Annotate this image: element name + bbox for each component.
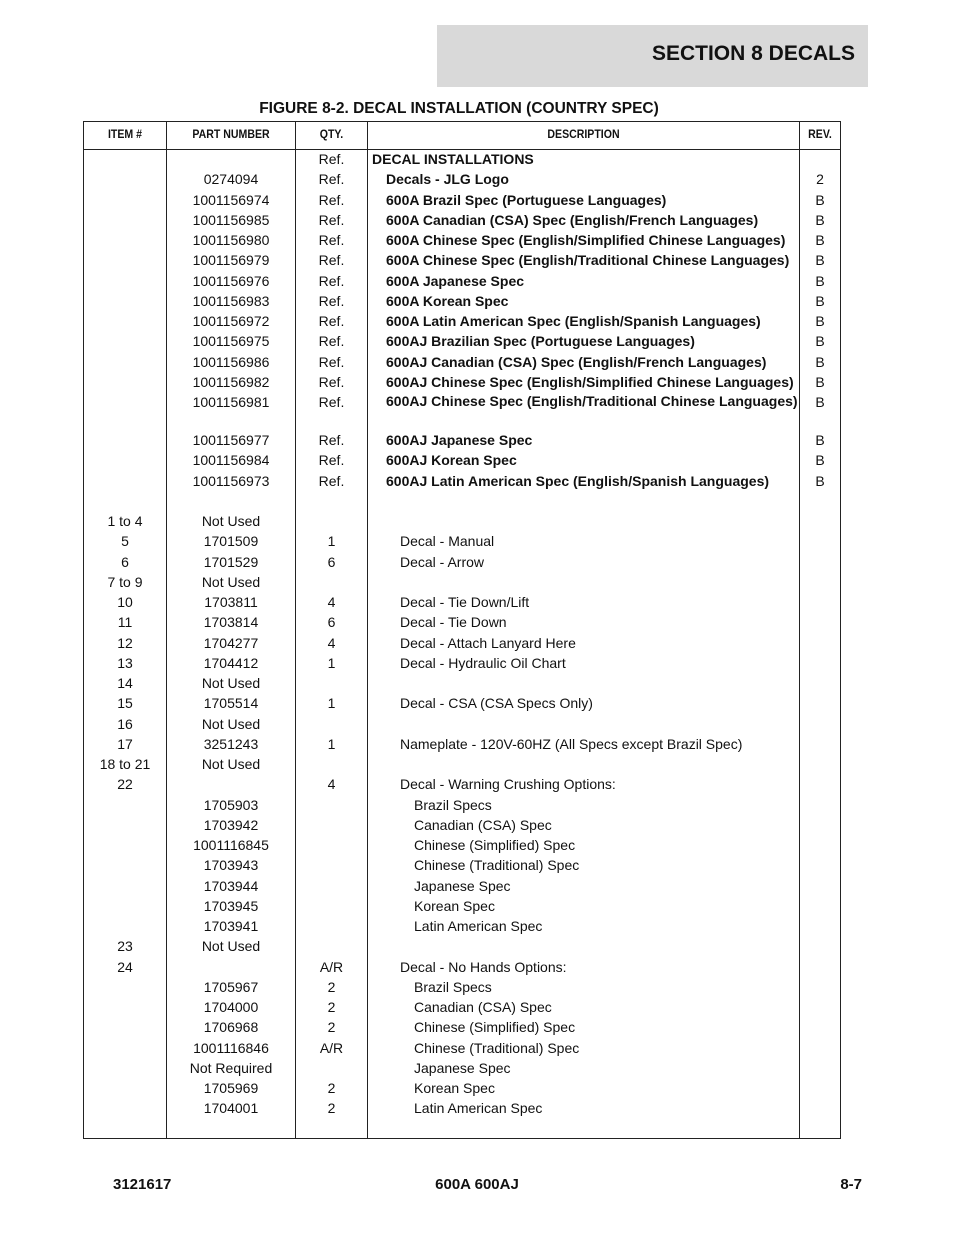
description-cell: Decal - Manual — [400, 533, 495, 550]
table-row — [84, 552, 840, 572]
qty-cell: 1 — [327, 695, 336, 712]
table-row — [84, 673, 840, 693]
table-row — [84, 190, 840, 210]
description-cell: Brazil Specs — [414, 796, 492, 813]
part-number-cell: 1001116845 — [193, 837, 269, 853]
table-row — [84, 612, 840, 632]
part-number-cell: 1705514 — [203, 695, 259, 712]
part-number-cell: 1704001 — [203, 1100, 259, 1117]
rev-cell: B — [815, 313, 825, 329]
rev-cell: B — [815, 373, 825, 390]
part-number-cell: 1001156975 — [192, 333, 270, 350]
table-row — [84, 653, 840, 673]
description-cell: Decal - No Hands Options: — [400, 958, 567, 975]
qty-cell: Ref. — [318, 171, 345, 188]
description-cell: 600AJ Latin American Spec (English/Spanish Languages) — [386, 472, 770, 489]
qty-cell: A/R — [319, 1039, 344, 1056]
table-row — [84, 511, 840, 531]
description-cell: Latin American Spec — [414, 1100, 543, 1117]
item-cell: 22 — [117, 776, 133, 793]
part-number-cell: 3251243 — [203, 735, 259, 752]
part-number-cell: Not Used — [201, 573, 261, 590]
qty-cell: Ref. — [318, 272, 345, 289]
qty-cell: 2 — [327, 999, 336, 1015]
qty-cell: Ref. — [318, 394, 345, 410]
part-number-cell: 1001156980 — [192, 232, 270, 248]
header-rev: REV. — [808, 127, 832, 141]
description-cell: 600AJ Chinese Spec (English/Simplified Chinese Languages) — [386, 373, 794, 390]
item-cell: 23 — [117, 938, 133, 955]
description-cell: Latin American Spec — [414, 918, 543, 934]
item-cell: 15 — [117, 695, 133, 712]
part-number-cell: Not Required — [189, 1059, 273, 1076]
qty-cell: 1 — [327, 654, 336, 671]
item-cell: 18 to 21 — [99, 756, 151, 772]
description-cell: Brazil Specs — [414, 978, 492, 995]
description-cell: Korean Spec — [414, 1080, 495, 1096]
part-number-cell: 1705969 — [203, 1080, 259, 1096]
table-row — [84, 149, 840, 169]
rev-cell: B — [815, 333, 825, 350]
qty-cell: Ref. — [318, 353, 345, 370]
header-part-number: PART NUMBER — [192, 127, 270, 141]
qty-cell: Ref. — [318, 292, 345, 309]
table-row — [84, 352, 840, 372]
item-cell: 14 — [117, 675, 133, 691]
part-number-cell: 0274094 — [203, 171, 259, 188]
description-cell: 600AJ Brazilian Spec (Portuguese Languages) — [386, 333, 695, 350]
table-row — [84, 250, 840, 270]
description-cell: Decal - Warning Crushing Options: — [400, 776, 616, 793]
footer-page-number: 8-7 — [840, 1176, 862, 1193]
table-row — [84, 311, 840, 331]
table-row — [84, 169, 840, 189]
description-cell: Decal - Hydraulic Oil Chart — [400, 654, 566, 671]
table-row — [84, 291, 840, 311]
table-row — [84, 754, 840, 774]
table-row — [84, 1078, 840, 1098]
table-row — [84, 572, 840, 592]
part-number-cell: 1706968 — [203, 1019, 259, 1036]
table-row — [84, 633, 840, 653]
description-cell: Chinese (Traditional) Spec — [414, 857, 580, 874]
rev-cell: B — [815, 232, 825, 248]
part-number-cell: 1001116846 — [193, 1039, 269, 1056]
table-row — [84, 210, 840, 230]
qty-cell: 2 — [327, 1019, 336, 1036]
rev-cell: B — [815, 191, 825, 208]
description-cell: Chinese (Simplified) Spec — [414, 837, 576, 853]
part-number-cell: 1703941 — [203, 918, 259, 934]
description-cell: Decal - CSA (CSA Specs Only) — [400, 695, 593, 712]
item-cell: 13 — [117, 654, 133, 671]
description-cell: Canadian (CSA) Spec — [414, 816, 552, 833]
description-cell: 600A Japanese Spec — [386, 272, 525, 289]
description-cell: 600A Brazil Spec (Portuguese Languages) — [386, 191, 667, 208]
table-row — [84, 1017, 840, 1037]
description-cell: 600A Chinese Spec (English/Simplified Chinese Languages) — [386, 232, 786, 248]
part-number-cell: Not Used — [201, 938, 261, 955]
item-cell: 12 — [117, 634, 133, 651]
part-number-cell: 1001156986 — [192, 353, 270, 370]
header-item: ITEM # — [107, 127, 143, 141]
table-row — [84, 592, 840, 612]
item-cell: 5 — [121, 533, 129, 550]
description-cell: Decal - Arrow — [400, 553, 485, 570]
parts-table — [83, 121, 841, 1139]
table-row — [84, 230, 840, 250]
table-row — [84, 693, 840, 713]
table-body — [84, 149, 840, 1119]
item-cell: 1 to 4 — [107, 513, 143, 529]
qty-cell: 4 — [327, 594, 336, 610]
description-cell: Japanese Spec — [414, 1059, 511, 1076]
part-number-cell: 1703814 — [203, 614, 259, 631]
part-number-cell: 1001156972 — [192, 313, 270, 329]
description-cell: Decal - Attach Lanyard Here — [400, 634, 576, 651]
description-cell: Chinese (Simplified) Spec — [414, 1019, 576, 1036]
description-cell: Japanese Spec — [414, 877, 511, 894]
qty-cell: Ref. — [318, 191, 345, 208]
rev-cell: B — [815, 394, 825, 410]
table-row — [84, 936, 840, 956]
table-row — [84, 1038, 840, 1058]
table-row — [84, 957, 840, 977]
part-number-cell: 1703942 — [203, 816, 259, 833]
description-cell: 600A Canadian (CSA) Spec (English/French Languages) — [386, 211, 759, 228]
qty-cell: Ref. — [318, 373, 345, 390]
part-number-cell: 1704412 — [203, 654, 259, 671]
qty-cell: 6 — [327, 614, 336, 631]
qty-cell: 2 — [327, 1100, 336, 1117]
table-row — [84, 372, 840, 392]
section-banner — [437, 25, 868, 87]
table-row — [84, 471, 840, 491]
qty-cell: 6 — [327, 553, 336, 570]
part-number-cell: 1001156976 — [192, 272, 270, 289]
table-row — [84, 997, 840, 1017]
part-number-cell: 1703945 — [203, 897, 259, 914]
part-number-cell: Not Used — [201, 756, 261, 772]
qty-cell: Ref. — [318, 232, 345, 248]
item-cell: 10 — [117, 594, 133, 610]
part-number-cell: 1705967 — [203, 978, 259, 995]
rev-cell: B — [815, 211, 825, 228]
description-cell: Korean Spec — [414, 897, 495, 914]
part-number-cell: 1705903 — [203, 796, 259, 813]
part-number-cell: 1001156982 — [192, 373, 270, 390]
description-cell: Chinese (Traditional) Spec — [414, 1039, 580, 1056]
part-number-cell: 1704277 — [203, 634, 259, 651]
description-cell: 600A Korean Spec — [386, 292, 509, 309]
qty-cell: 2 — [327, 1080, 336, 1096]
part-number-cell: 1001156973 — [192, 472, 270, 489]
qty-cell: 2 — [327, 978, 336, 995]
description-cell: Decals - JLG Logo — [386, 171, 509, 188]
qty-cell: Ref. — [318, 151, 345, 167]
part-number-cell: 1701529 — [203, 553, 259, 570]
rev-cell: B — [815, 252, 825, 269]
rev-cell: B — [815, 472, 825, 489]
part-number-cell: 1001156983 — [192, 292, 270, 309]
description-cell: 600AJ Japanese Spec — [386, 432, 533, 448]
footer-model: 600A 600AJ — [435, 1176, 519, 1193]
table-row — [84, 774, 840, 794]
description-cell: Decal - Tie Down — [400, 614, 507, 631]
qty-cell: Ref. — [318, 313, 345, 329]
part-number-cell: 1001156979 — [192, 252, 270, 269]
table-row — [84, 734, 840, 754]
item-cell: 6 — [121, 553, 129, 570]
section-title: SECTION 8 DECALS — [651, 42, 855, 65]
header-description: DESCRIPTION — [547, 127, 620, 141]
rev-cell: B — [815, 432, 825, 448]
description-cell: 600A Latin American Spec (English/Spanish Languages) — [386, 313, 761, 329]
part-number-cell: 1001156985 — [192, 211, 270, 228]
footer-manual-number: 3121617 — [113, 1176, 172, 1193]
qty-cell: A/R — [319, 958, 344, 975]
table-row — [84, 714, 840, 734]
qty-cell: Ref. — [318, 432, 345, 448]
qty-cell: Ref. — [318, 333, 345, 350]
table-row — [84, 876, 840, 896]
qty-cell: Ref. — [318, 252, 345, 269]
part-number-cell: 1703811 — [204, 594, 258, 610]
part-number-cell: 1001156974 — [192, 191, 270, 208]
rev-cell: B — [815, 353, 825, 370]
part-number-cell: 1704000 — [203, 999, 259, 1015]
table-row — [84, 430, 840, 450]
table-row — [84, 835, 840, 855]
qty-cell: Ref. — [318, 211, 345, 228]
item-cell: 7 to 9 — [107, 573, 143, 590]
description-cell: Canadian (CSA) Spec — [414, 999, 552, 1015]
table-row — [84, 896, 840, 916]
table-row — [84, 795, 840, 815]
qty-cell: 1 — [327, 533, 336, 550]
table-row — [84, 392, 840, 430]
qty-cell: 1 — [327, 735, 336, 752]
rev-cell: 2 — [816, 171, 824, 188]
part-number-cell: Not Used — [201, 715, 261, 732]
qty-cell: Ref. — [318, 452, 345, 469]
qty-cell: 4 — [327, 634, 336, 651]
table-row — [84, 450, 840, 470]
table-row — [84, 491, 840, 511]
part-number-cell: 1001156977 — [192, 432, 270, 448]
description-cell: 600AJ Canadian (CSA) Spec (English/French Languages) — [386, 353, 767, 370]
qty-cell: Ref. — [318, 472, 345, 489]
description-cell: Decal - Tie Down/Lift — [400, 594, 530, 610]
table-row — [84, 1098, 840, 1118]
item-cell: 11 — [117, 614, 133, 631]
description-cell: 600AJ Chinese Spec (English/Traditional Chinese Languages) — [386, 393, 798, 409]
item-cell: 16 — [117, 715, 133, 732]
part-number-cell: Not Used — [201, 513, 261, 529]
part-number-cell: Not Used — [201, 675, 261, 691]
rev-cell: B — [815, 272, 825, 289]
table-row — [84, 977, 840, 997]
description-cell: 600AJ Korean Spec — [386, 452, 517, 469]
description-cell: Nameplate - 120V-60HZ (All Specs except Brazil Spec) — [400, 735, 743, 752]
part-number-cell: 1001156984 — [192, 452, 270, 469]
table-row — [84, 855, 840, 875]
table-row — [84, 271, 840, 291]
rev-cell: B — [815, 292, 825, 309]
description-cell: DECAL INSTALLATIONS — [372, 151, 534, 167]
qty-cell: 4 — [327, 776, 336, 793]
table-row — [84, 815, 840, 835]
table-row — [84, 331, 840, 351]
description-cell: 600A Chinese Spec (English/Traditional Chinese Languages) — [386, 252, 790, 269]
part-number-cell: 1001156981 — [192, 394, 270, 410]
table-row — [84, 531, 840, 551]
figure-title: FIGURE 8-2. DECAL INSTALLATION (COUNTRY SPEC) — [259, 100, 659, 117]
item-cell: 17 — [117, 735, 133, 752]
table-row — [84, 916, 840, 936]
part-number-cell: 1703944 — [203, 877, 259, 894]
part-number-cell: 1703943 — [203, 857, 259, 874]
rev-cell: B — [815, 452, 825, 469]
header-qty: QTY. — [319, 127, 344, 141]
table-row — [84, 1058, 840, 1078]
part-number-cell: 1701509 — [203, 533, 259, 550]
item-cell: 24 — [117, 958, 133, 975]
